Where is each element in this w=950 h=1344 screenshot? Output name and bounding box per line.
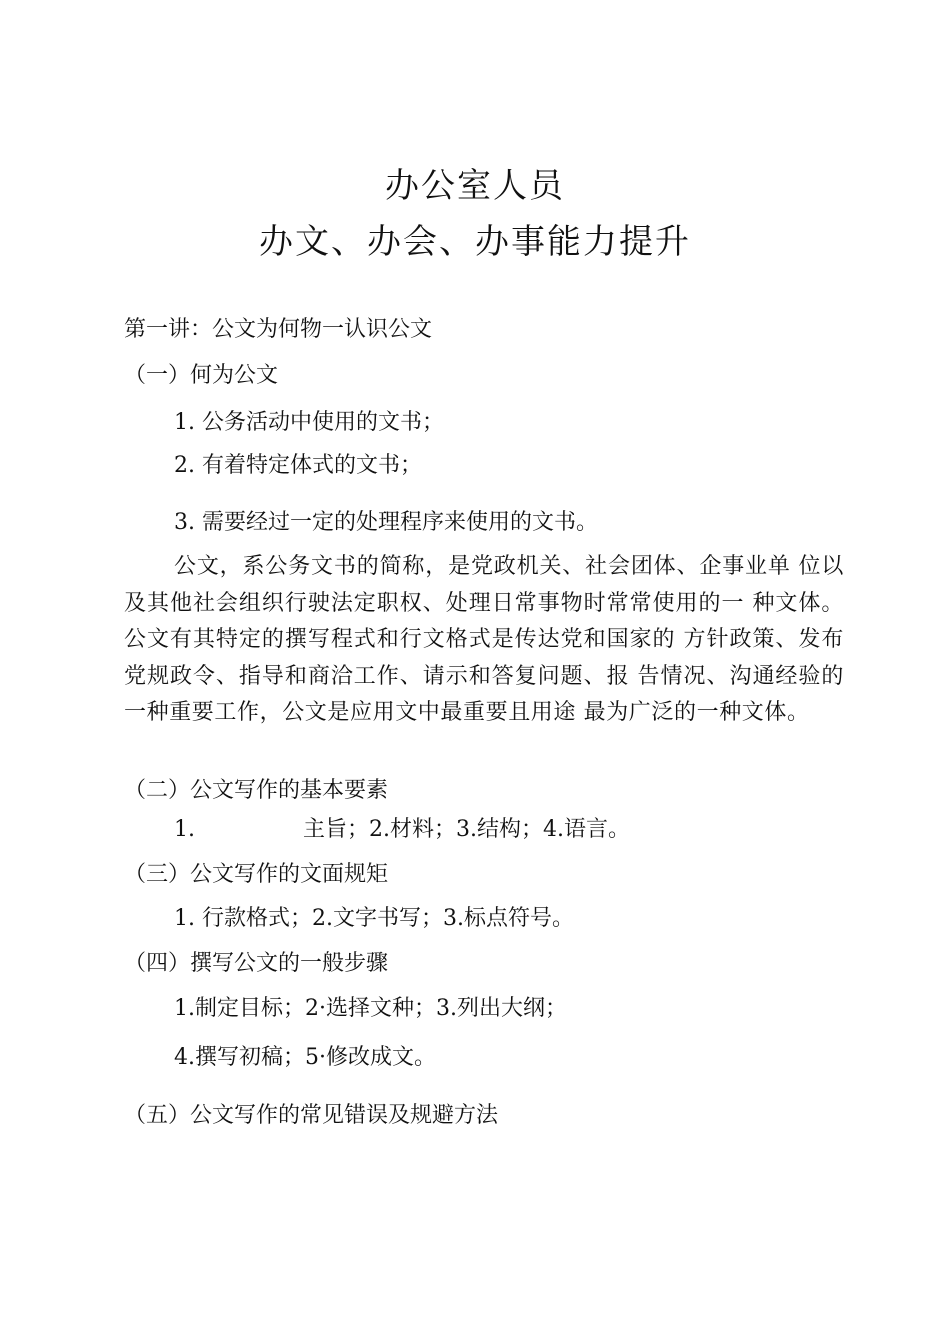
section-2-elements [174,815,894,845]
section-4-heading: （四）撰写公文的一般步骤 [124,951,389,976]
section-2-text: 主旨；2.材料；3.结构；4.语言。 [303,817,630,842]
section-3-heading: （三）公文写作的文面规矩 [124,862,389,887]
section-5-heading: （五）公文写作的常见错误及规避方法 [124,1103,499,1128]
section-1-item-3: 3. 需要经过一定的处理程序来使用的文书。 [174,510,598,535]
section-4-line-1: 1.制定目标；2·选择文种；3.列出大纲； [174,996,567,1021]
section-2-number: 1. [174,817,195,842]
section-4-line-2: 4.撰写初稿；5·修改成文。 [174,1045,436,1070]
section-1-heading: （一）何为公文 [124,363,279,388]
section-1-item-2: 2. 有着特定体式的文书； [174,453,422,478]
document-title-line-1: 办公室人员 [385,166,565,206]
section-1-item-1: 1. 公务活动中使用的文书； [174,410,444,435]
section-1-paragraph: 公文，系公务文书的简称，是党政机关、社会团体、企事业单 位以及其他社会组织行驶法定职权、处理日常事物时常常使用的一 种文体。公文有其特定的撰写程式和行文格式是传达党和国家的 方针政策、发布党规政令、指导和商洽工作、请示和答复问题、报 告情况、沟通经验的一种重要工作，公文是应用文中最重要且用途 最为广泛的一种文体。 [124,554,844,725]
section-3-text: 1. 行款格式；2.文字书写；3.标点符号。 [174,906,574,931]
section-2-heading: （二）公文写作的基本要素 [124,778,389,803]
document-title-line-2: 办文、办会、办事能力提升 [259,222,691,262]
lecture-heading: 第一讲：公文为何物一认识公文 [124,317,433,342]
